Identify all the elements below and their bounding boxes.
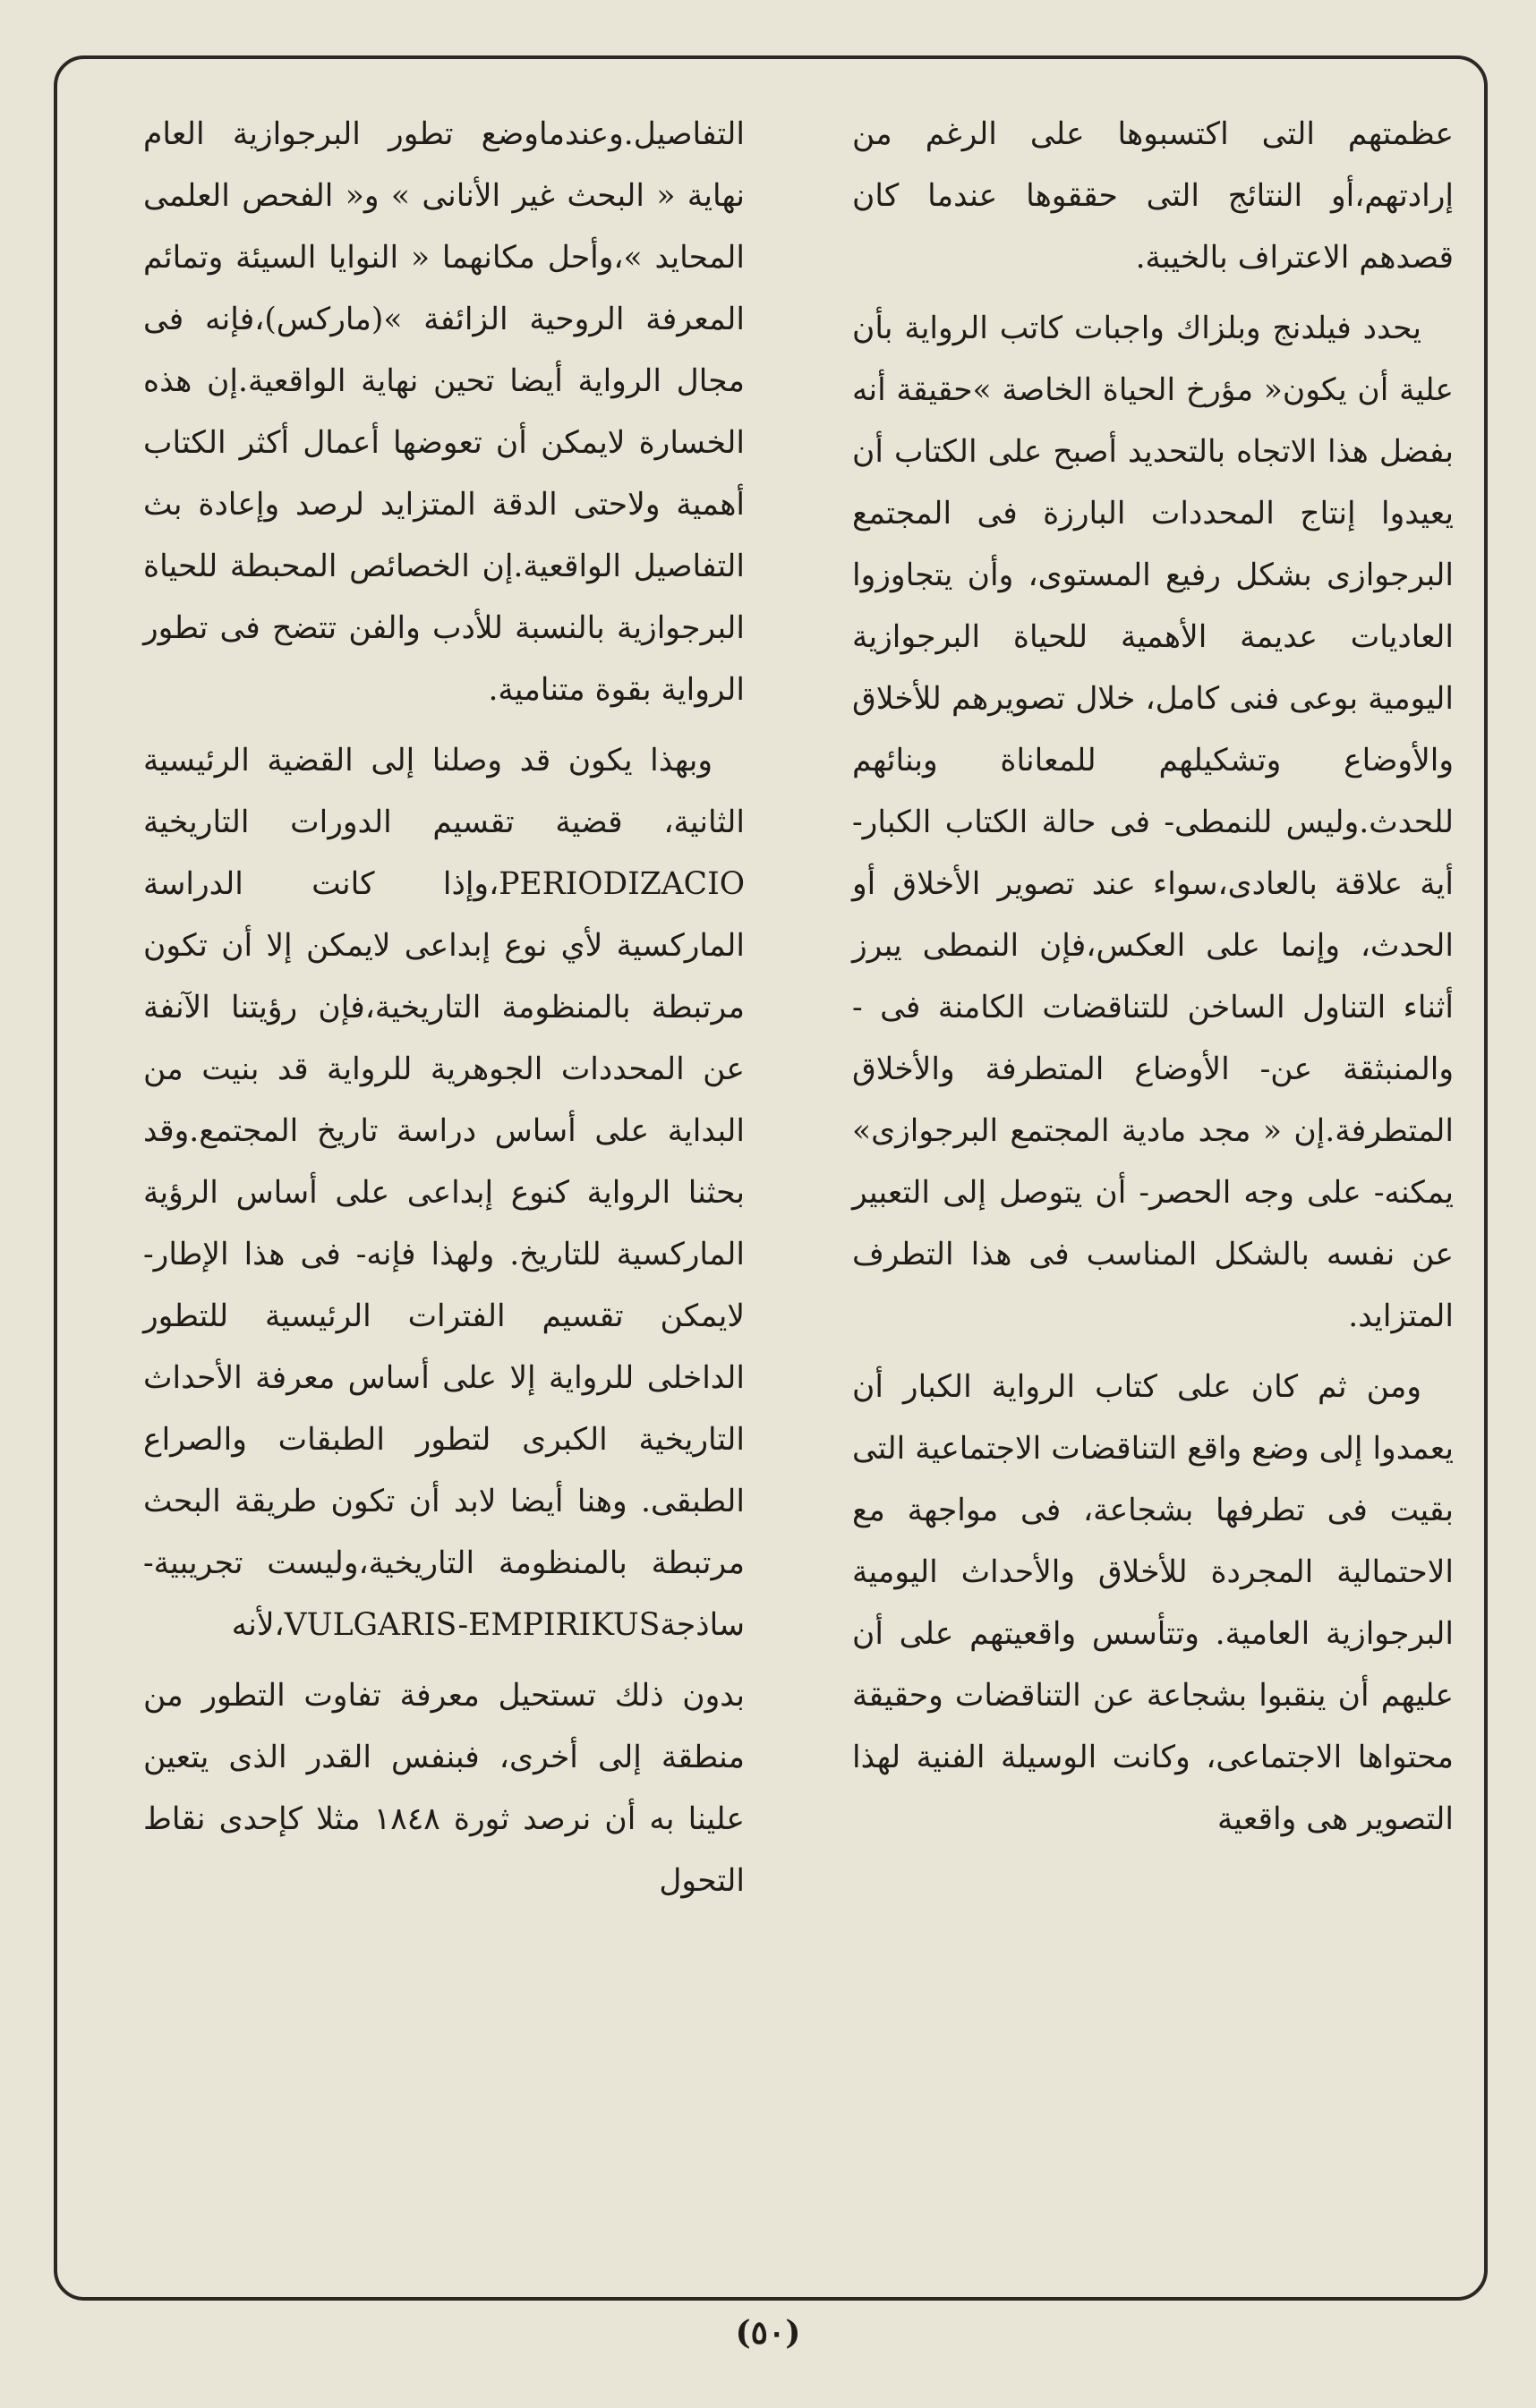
paragraph: يحدد فيلدنج وبلزاك واجبات كاتب الرواية بأن علية أن يكون« مؤرخ الحياة الخاصة »حقيقة أنه بفضل هذا الاتجاه بالتحديد أصبح على الكتاب أن يعيدوا إنتاج المحددات البارزة فى المجتمع البرجوازى بشكل رفيع المستوى، وأن يتجاوزوا العاديات عديمة الأهمية للحياة البرجوازية اليومية بوعى فنى كامل، خلال تصويرهم للأخلاق والأوضاع وتشكيلهم للمعاناة وبنائهم للحدث.وليس للنمطى- فى حالة الكتاب الكبار- أية علاقة بالعادى،سواء عند تصوير الأخلاق أو الحدث، وإنما على العكس،فإن النمطى يبرز أثناء التناول الساخن للتناقضات الكامنة فى - والمنبثقة عن- الأوضاع المتطرفة والأخلاق المتطرفة.إن « مجد مادية المجتمع البرجوازى» يمكنه- على وجه الحصر- أن يتوصل إلى التعبير عن نفسه بالشكل المناسب فى هذا التطرف المتزايد. xyxy=(852,311,1454,1334)
paragraph: بدون ذلك تستحيل معرفة تفاوت التطور من منطقة إلى أخرى، فبنفس القدر الذى يتعين علينا به أن نرصد ثورة ١٨٤٨ مثلا كإحدى نقاط التحول xyxy=(143,1678,745,1899)
paragraph: التفاصيل.وعندماوضع تطور البرجوازية العام نهاية « البحث غير الأنانى » و« الفحص العلمى المحايد »،وأحل مكانهما « النوايا السيئة وتمائم المعرفة الروحية الزائفة »(ماركس)،فإنه فى مجال الرواية أيضا تحين نهاية الواقعية.إن هذه الخسارة لايمكن أن تعوضها أعمال أكثر الكتاب أهمية ولاحتى الدقة المتزايد لرصد وإعادة بث التفاصيل الواقعية.إن الخصائص المحبطة للحياة البرجوازية بالنسبة للأدب والفن تتضح فى تطور الرواية بقوة متنامية. xyxy=(143,116,745,708)
paragraph: وبهذا يكون قد وصلنا إلى القضية الرئيسية الثانية، قضية تقسيم الدورات التاريخية PERIODIZACIO،وإذا كانت الدراسة الماركسية لأي نوع إبداعى لايمكن إلا أن تكون مرتبطة بالمنظومة التاريخية،فإن رؤيتنا الآنفة عن المحددات الجوهرية للرواية قد بنيت من البداية على أساس دراسة تاريخ المجتمع.وقد بحثنا الرواية كنوع إبداعى على أساس الرؤية الماركسية للتاريخ. ولهذا فإنه- فى هذا الإطار- لايمكن تقسيم الفترات الرئيسية للتطور الداخلى للرواية إلا على أساس معرفة الأحداث التاريخية الكبرى لتطور الطبقات والصراع الطبقى. وهنا أيضا لابد أن تكون طريقة البحث مرتبطة بالمنظومة التاريخية،وليست تجريبية- ساذجةVULGARIS-EMPIRIKUS،لأنه xyxy=(143,743,745,1643)
paragraph: عظمتهم التى اكتسبوها على الرغم من إرادتهم،أو النتائج التى حققوها عندما كان قصدهم الاعتراف بالخيبة. xyxy=(852,116,1454,276)
paragraph: ومن ثم كان على كتاب الرواية الكبار أن يعمدوا إلى وضع واقع التناقضات الاجتماعية التى بقيت فى تطرفها بشجاعة، فى مواجهة مع الاحتمالية المجردة للأخلاق والأحداث اليومية البرجوازية العامية. وتتأسس واقعيتهم على أن عليهم أن ينقبوا بشجاعة عن التناقضات وحقيقة محتواها الاجتماعى، وكانت الوسيلة الفنية لهذا التصوير هى واقعية xyxy=(852,1369,1454,1837)
page-number: (٥٠) xyxy=(735,2314,801,2352)
page-border-frame xyxy=(54,55,1488,2301)
left-text-column xyxy=(143,104,745,1921)
right-text-column xyxy=(852,104,1454,1859)
